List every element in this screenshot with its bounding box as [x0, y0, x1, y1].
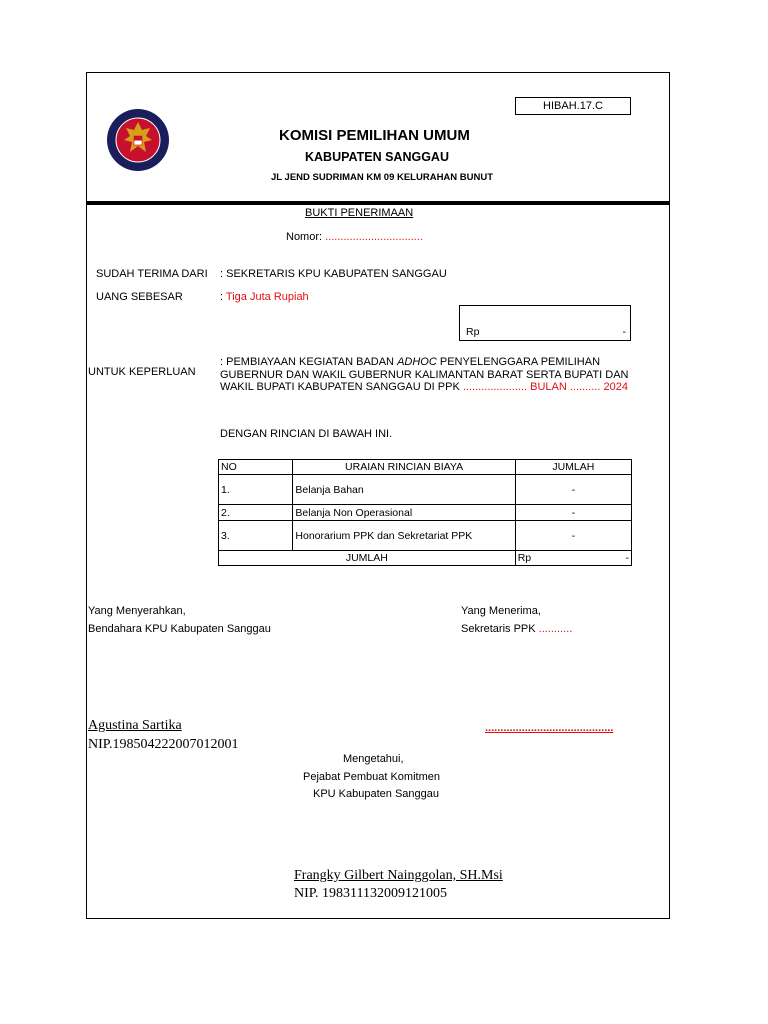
org-address: JL JEND SUDRIMAN KM 09 KELURAHAN BUNUT [271, 172, 494, 183]
table-header-row [219, 460, 632, 475]
detail-intro: DENGAN RINCIAN DI BAWAH INI. [220, 428, 393, 440]
rp-label: Rp [466, 326, 480, 338]
row-uraian: Honorarium PPK dan Sekretariat PPK [293, 521, 515, 551]
receipt-number-label: Nomor: [286, 231, 323, 243]
row-no: 1. [219, 475, 293, 505]
header-jumlah: JUMLAH [515, 460, 631, 475]
approver-nip: NIP. 198311132009121005 [294, 886, 447, 901]
total-value: - [625, 552, 629, 564]
form-code-box: HIBAH.17.C [515, 97, 631, 115]
received-from-value: : SEKRETARIS KPU KABUPATEN SANGGAU [220, 268, 447, 280]
row-uraian: Belanja Bahan [293, 475, 515, 505]
approver-role: Mengetahui, [343, 753, 404, 765]
received-from-label: SUDAH TERIMA DARI [96, 268, 208, 280]
total-amount [515, 551, 631, 566]
giver-name: Agustina Sartika [88, 718, 182, 733]
giver-nip: NIP.198504222007012001 [88, 737, 239, 752]
receipt-heading: BUKTI PENERIMAAN [305, 207, 414, 219]
receiver-role: Yang Menerima, [461, 605, 541, 617]
cost-detail-table [218, 459, 632, 566]
amount-value [220, 291, 309, 303]
giver-title: Bendahara KPU Kabupaten Sanggau [88, 623, 271, 635]
row-jumlah: - [515, 505, 631, 521]
receipt-number [286, 231, 423, 243]
row-jumlah: - [515, 475, 631, 505]
receipt-number-value: ................................ [325, 231, 423, 243]
total-rp-label: Rp [517, 552, 532, 564]
giver-role: Yang Menyerahkan, [88, 605, 186, 617]
purpose-label: UNTUK KEPERLUAN [88, 366, 196, 378]
rp-value: - [622, 326, 626, 338]
approver-office: KPU Kabupaten Sanggau [313, 788, 439, 800]
table-row [219, 505, 632, 521]
approver-title: Pejabat Pembuat Komitmen [303, 771, 440, 783]
header-uraian: URAIAN RINCIAN BIAYA [293, 460, 515, 475]
header-divider [86, 201, 670, 205]
table-row [219, 521, 632, 551]
amount-words: Tiga Juta Rupiah [225, 291, 309, 303]
row-no: 2. [219, 505, 293, 521]
kpu-logo-icon [106, 108, 170, 172]
receiver-title: Sekretaris PPK ........... [461, 623, 573, 635]
org-title: KOMISI PEMILIHAN UMUM [279, 127, 470, 144]
receiver-name: .......................................... [485, 722, 614, 734]
table-total-row [219, 551, 632, 566]
purpose-line-3: WAKIL BUPATI KABUPATEN SANGGAU DI PPK ..................... BULAN .......... 2024 [220, 381, 628, 393]
total-label: JUMLAH [219, 551, 516, 566]
amount-colon: : [220, 291, 224, 303]
purpose-line-2: GUBERNUR DAN WAKIL GUBERNUR KALIMANTAN BARAT SERTA BUPATI DAN [220, 368, 629, 381]
amount-rp-box [459, 305, 631, 341]
purpose-line-1: : PEMBIAYAAN KEGIATAN BADAN ADHOC PENYELENGGARA PEMILIHAN [220, 356, 601, 368]
approver-name: Frangky Gilbert Nainggolan, SH.Msi [294, 868, 503, 883]
table-row [219, 475, 632, 505]
org-subtitle: KABUPATEN SANGGAU [305, 150, 449, 164]
row-uraian: Belanja Non Operasional [293, 505, 515, 521]
purpose-text [220, 356, 629, 394]
row-jumlah: - [515, 521, 631, 551]
row-no: 3. [219, 521, 293, 551]
amount-label: UANG SEBESAR [96, 291, 183, 303]
header-no: NO [219, 460, 293, 475]
